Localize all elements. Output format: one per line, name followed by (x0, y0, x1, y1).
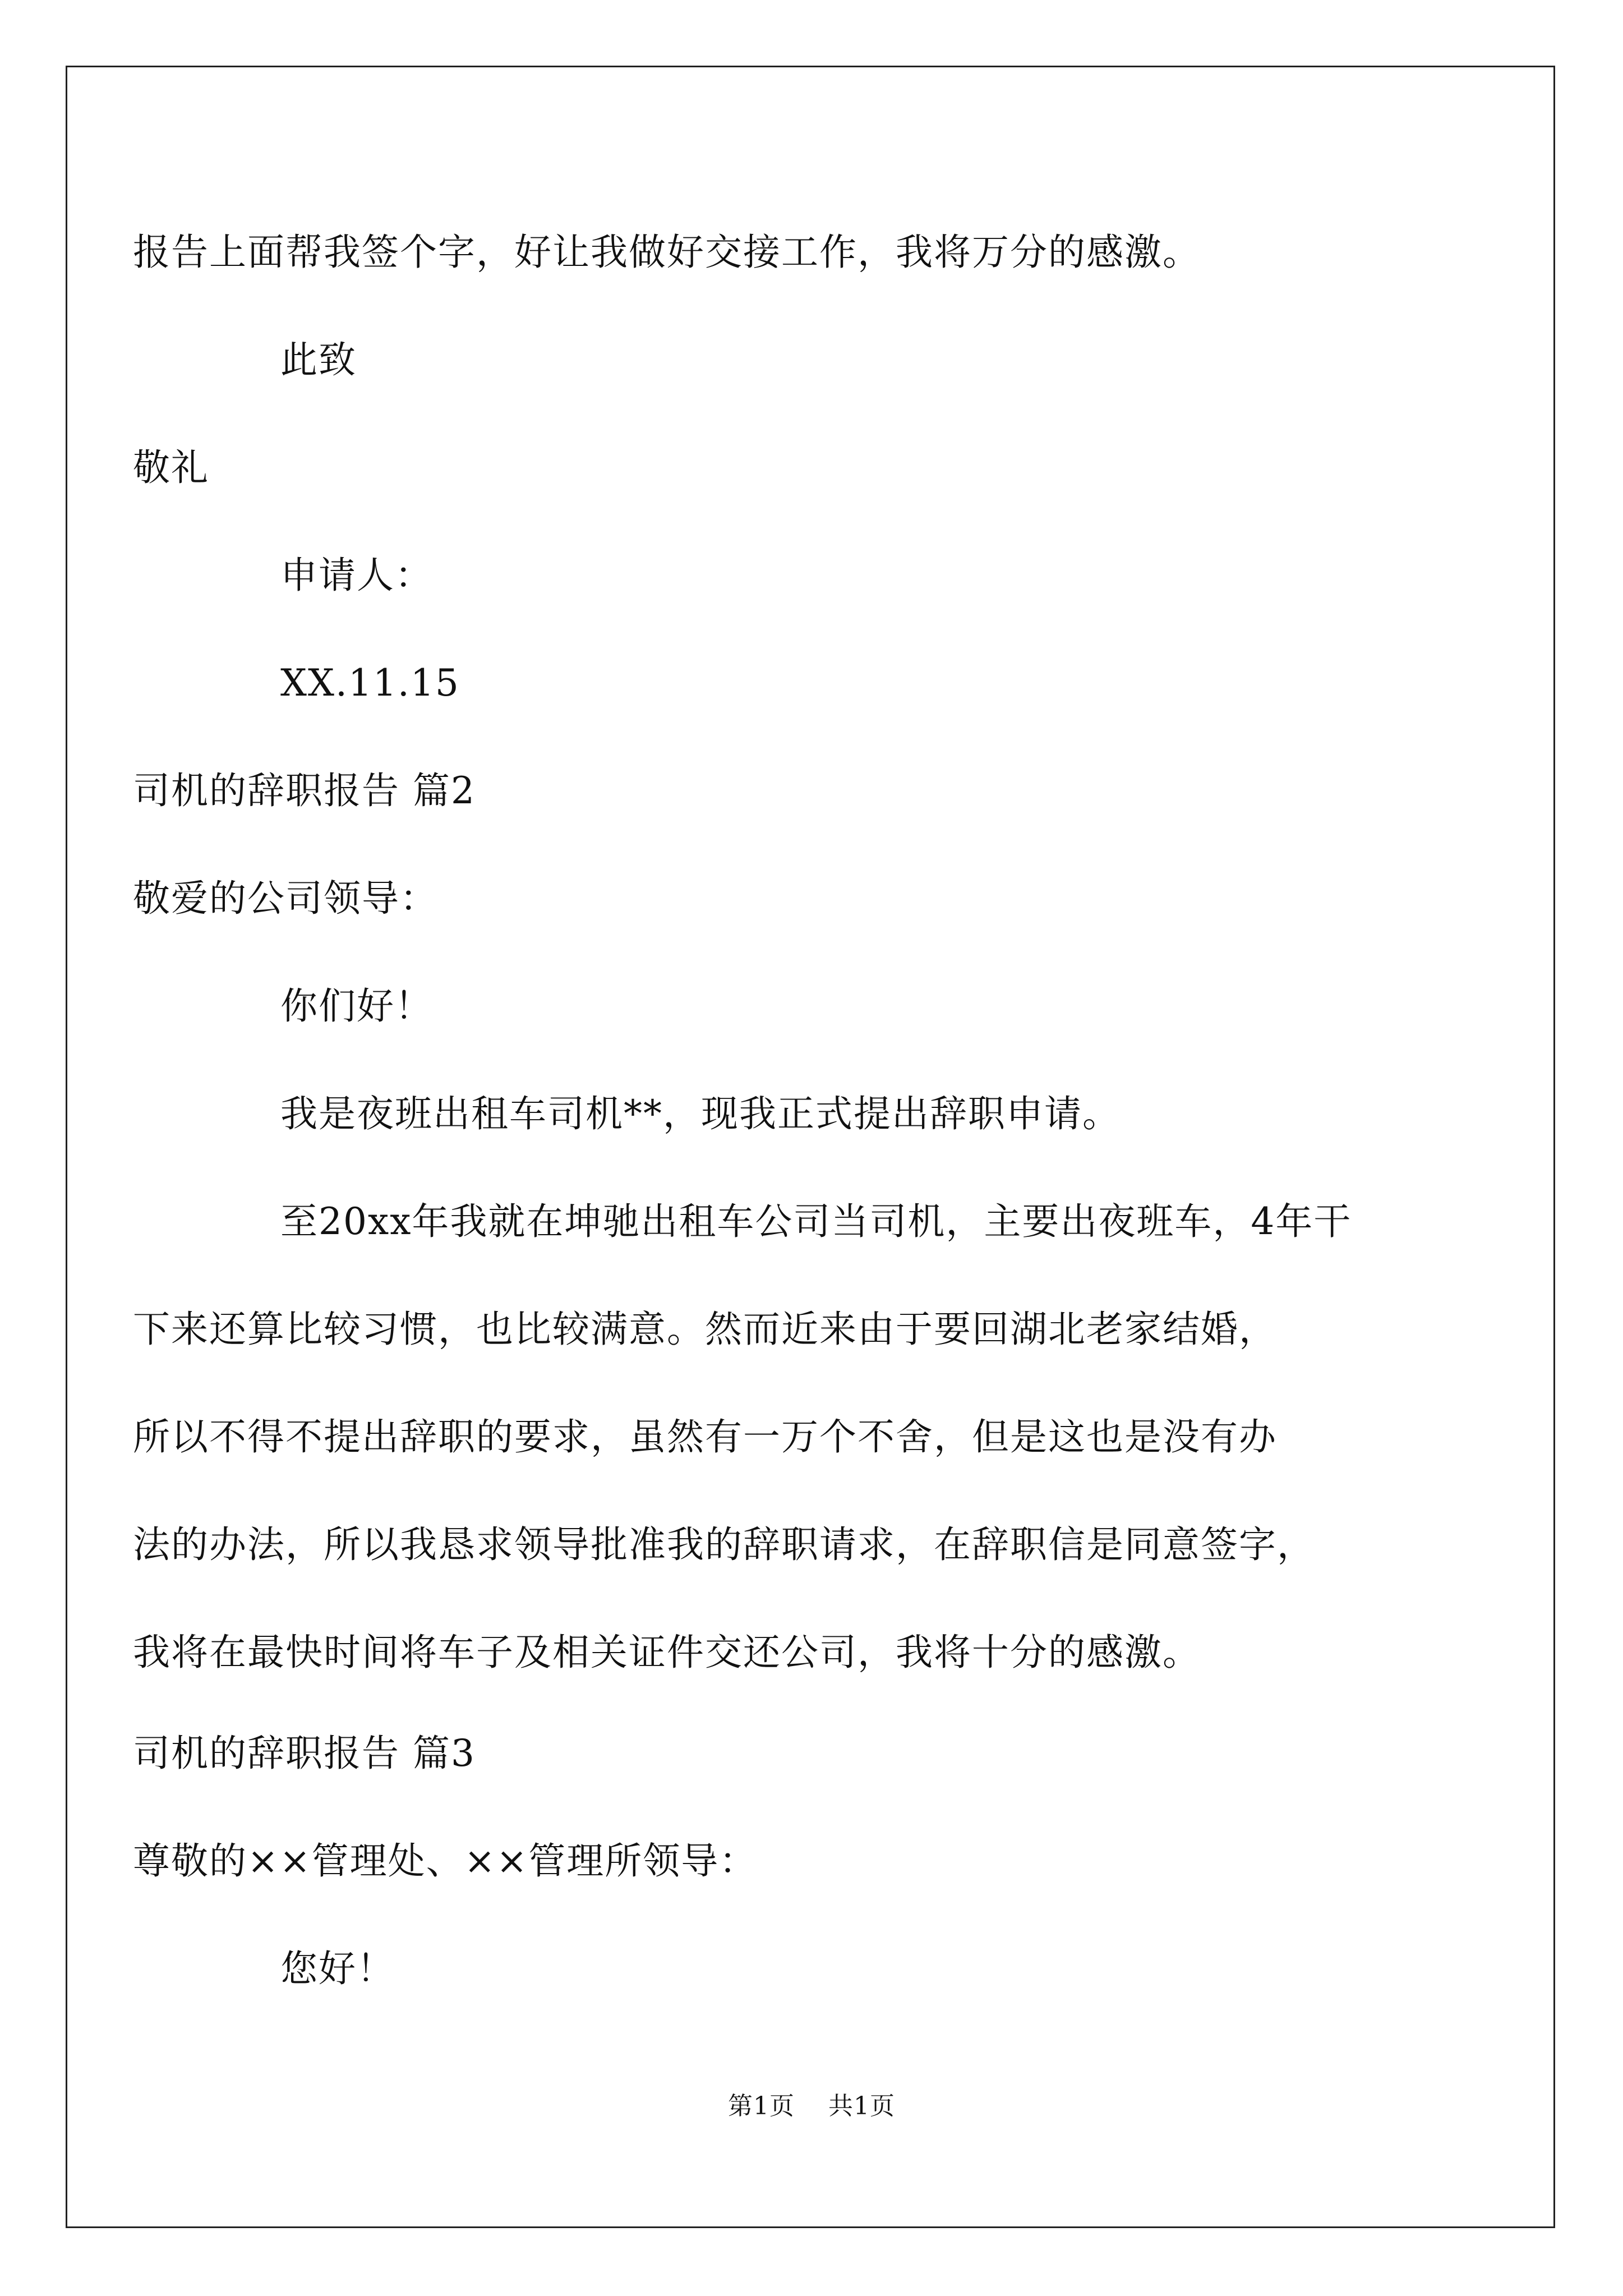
body-line: 我是夜班出租车司机**，现我正式提出辞职申请。 (280, 1092, 1121, 1135)
applicant-label: 申请人： (280, 554, 433, 597)
body-line: 法的办法，所以我恳求领导批准我的辞职请求，在辞职信是同意签字， (133, 1523, 1315, 1566)
body-line: 所以不得不提出辞职的要求，虽然有一万个不舍，但是这也是没有办 (133, 1415, 1277, 1458)
page-number-total: 共1页 (828, 2092, 895, 2120)
section-heading: 司机的辞职报告 篇2 (133, 769, 476, 812)
date-line: XX.11.15 (280, 661, 460, 705)
body-line: 至20xx年我就在坤驰出租车公司当司机，主要出夜班车，4年干 (280, 1200, 1352, 1243)
closing-salutation: 此致 (280, 338, 357, 381)
body-line: 报告上面帮我签个字，好让我做好交接工作，我将万分的感激。 (133, 231, 1201, 274)
section-heading: 司机的辞职报告 篇3 (133, 1732, 476, 1775)
page-footer (0, 2090, 1623, 2123)
greeting-line: 尊敬的××管理处、××管理所领导： (133, 1839, 758, 1883)
greeting-hello: 您好！ (280, 1947, 395, 1990)
body-line: 我将在最快时间将车子及相关证件交还公司，我将十分的感激。 (133, 1631, 1201, 1674)
closing-respect: 敬礼 (133, 446, 209, 489)
greeting-hello: 你们好！ (280, 984, 433, 1028)
greeting-line: 敬爱的公司领导： (133, 877, 438, 920)
body-line: 下来还算比较习惯，也比较满意。然而近来由于要回湖北老家结婚， (133, 1308, 1277, 1351)
page-number-current: 第1页 (728, 2092, 795, 2120)
page-border (66, 66, 1555, 2228)
